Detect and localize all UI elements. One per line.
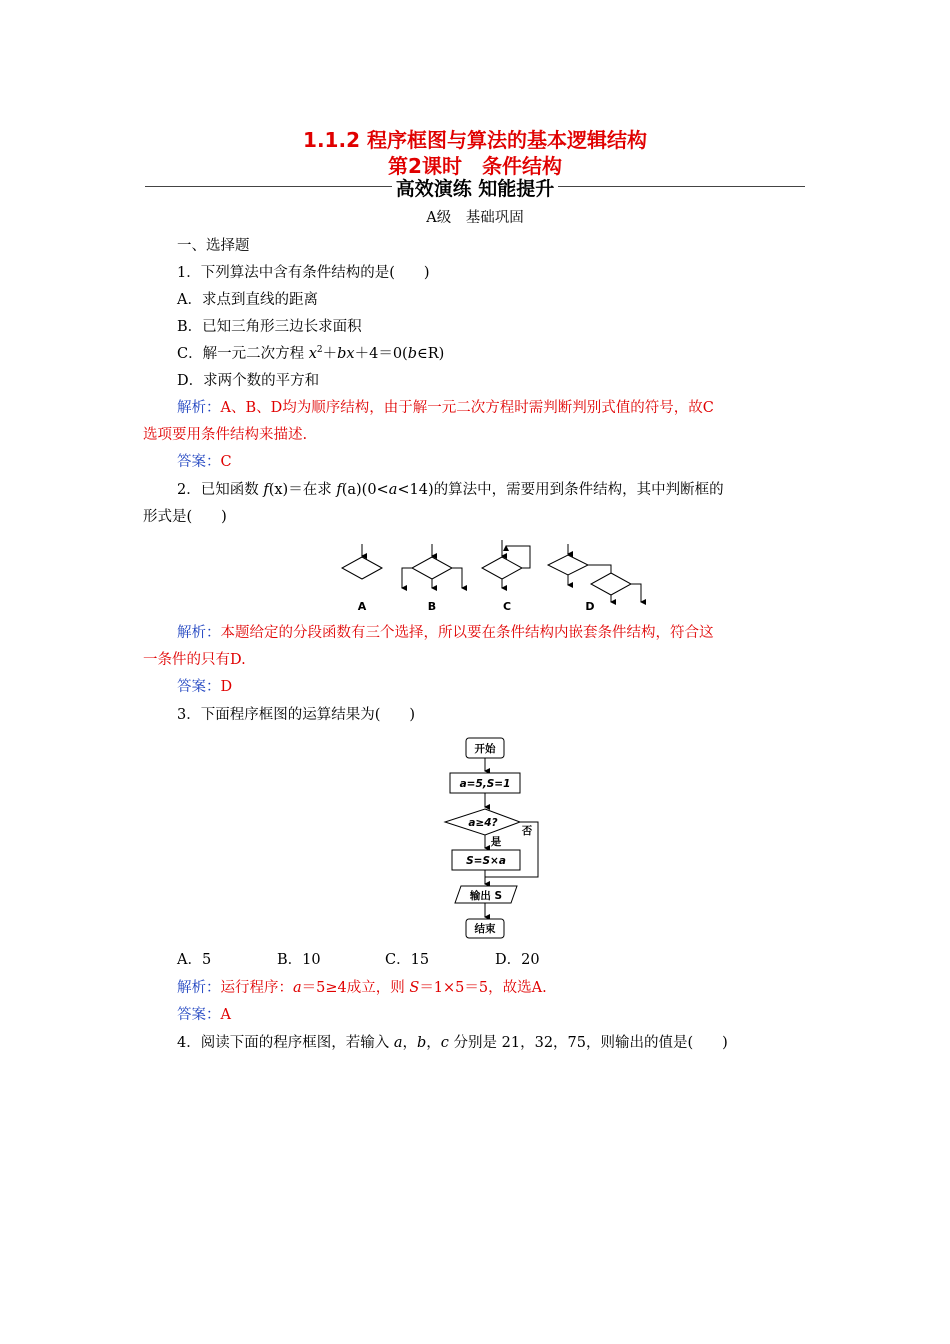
section-banner xyxy=(145,174,805,200)
question-2-analysis-cont: 一条件的只有D. xyxy=(143,652,246,668)
question-1-option-d: D．求两个数的平方和 xyxy=(177,373,320,389)
question-3-answer: 答案：A xyxy=(177,1007,231,1023)
question-1-option-c: C．解一元二次方程 $x^2+bx+4=0(b\in R)$ xyxy=(177,345,445,362)
question-3-stem: 3．下面程序框图的运算结果为( ) xyxy=(177,707,416,723)
answer-label: 答案： xyxy=(177,1007,221,1023)
flow-decision-label: a≥4? xyxy=(468,817,498,829)
question-3-analysis: 解析：运行程序：a＝5≥4成立，则 S＝1×5＝5，故选A. xyxy=(177,980,547,996)
figure-d xyxy=(548,544,641,602)
question-4-stem: 4．阅读下面的程序框图，若输入 a，b，c 分别是 21，32，75，则输出的值是( ) xyxy=(177,1035,728,1051)
question-1-analysis-cont: 选项要用条件结构来描述. xyxy=(143,427,308,443)
figure-b xyxy=(402,544,462,588)
question-3-option-d: D．20 xyxy=(495,952,540,968)
figure-a xyxy=(342,544,382,579)
question-2-figure xyxy=(335,540,655,620)
answer-label: 答案： xyxy=(177,679,221,695)
flow-yes-label: 是 xyxy=(490,836,502,848)
flow-start-label: 开始 xyxy=(474,743,496,755)
analysis-label: 解析： xyxy=(177,400,221,416)
figure-label-b: B xyxy=(427,600,437,613)
question-2-analysis: 解析：本题给定的分段函数有三个选择，所以要在条件结构内嵌套条件结构，符合这 xyxy=(177,625,714,641)
question-3-option-c: C．15 xyxy=(385,952,430,968)
question-1-stem: 1．下列算法中含有条件结构的是( ) xyxy=(177,265,430,281)
flow-init-label: a=5,S=1 xyxy=(459,778,511,790)
analysis-label: 解析： xyxy=(177,625,221,641)
question-2-answer: 答案：D xyxy=(177,679,233,695)
analysis-label: 解析： xyxy=(177,980,221,996)
question-3-flowchart xyxy=(435,733,545,943)
page-subtitle: 第2课时 条件结构 xyxy=(388,154,562,178)
section-heading: 一、选择题 xyxy=(177,238,250,254)
level-heading: A级 基础巩固 xyxy=(426,210,524,226)
question-2-stem: 2．已知函数 f(x)＝在求 f(a)(0<a<14)的算法中，需要用到条件结构，其中判断框的 xyxy=(177,482,724,498)
page-title: 1.1.2 程序框图与算法的基本逻辑结构 xyxy=(303,128,647,152)
flow-no-label: 否 xyxy=(521,825,533,837)
question-1-answer: 答案：C xyxy=(177,454,232,470)
flow-process-label: S=S×a xyxy=(466,855,506,867)
question-3-option-b: B．10 xyxy=(277,952,321,968)
figure-label-a: A xyxy=(357,600,367,613)
figure-label-c: C xyxy=(502,600,512,613)
flow-output-label: 输出 S xyxy=(469,890,503,902)
banner-text: 高效演练 知能提升 xyxy=(392,178,559,200)
question-2-stem-cont: 形式是( ) xyxy=(143,509,227,525)
figure-c xyxy=(482,540,530,588)
answer-label: 答案： xyxy=(177,454,221,470)
flow-end-label: 结束 xyxy=(474,923,496,935)
question-1-analysis: 解析：A、B、D均为顺序结构，由于解一元二次方程时需判断判别式值的符号，故C xyxy=(177,400,714,416)
question-1-option-a: A．求点到直线的距离 xyxy=(177,292,318,308)
figure-label-d: D xyxy=(585,600,595,613)
question-3-option-a: A．5 xyxy=(177,952,212,968)
question-1-option-b: B．已知三角形三边长求面积 xyxy=(177,319,362,335)
